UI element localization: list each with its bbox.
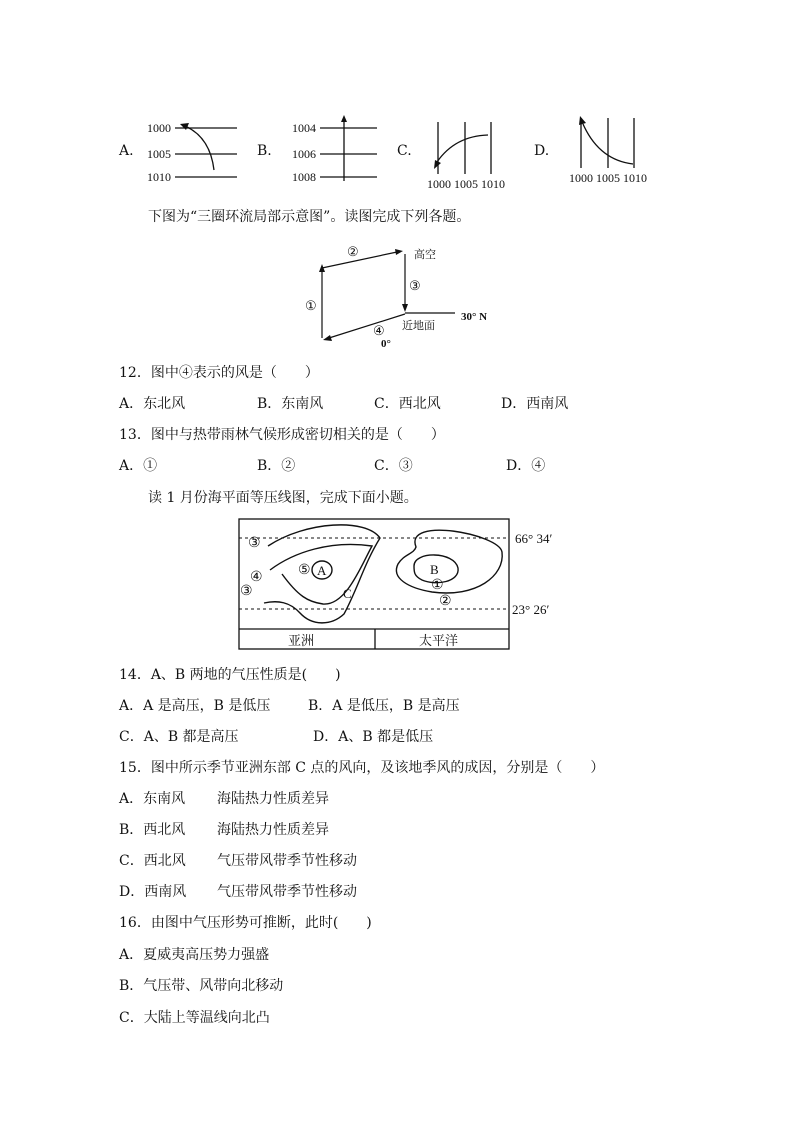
label-lat-30n: 30° N — [461, 311, 488, 323]
tick-label: 1000 — [569, 171, 593, 185]
arrow-4 — [329, 314, 405, 338]
q16-option-b: B．气压带、风带向北移动 — [119, 978, 284, 994]
tick-label: 1000 — [147, 121, 171, 135]
label-c4: ④ — [250, 570, 263, 585]
wind-arrow — [185, 126, 214, 170]
label-c1: ① — [431, 578, 444, 593]
arrow-head — [341, 115, 347, 122]
q14-option-a: A．A 是高压，B 是低压 — [119, 698, 271, 714]
q11-option-a-diagram — [140, 112, 250, 188]
q15-option-d-text: 气压带风带季节性移动 — [217, 884, 357, 900]
q16-stem: 16．由图中气压形势可推断，此时( ) — [119, 915, 372, 931]
q13-option-b: B．② — [257, 458, 296, 474]
arrow-head — [579, 116, 586, 125]
arrow-head — [180, 123, 189, 130]
tick-label: 1010 — [481, 177, 505, 191]
tick-label: 1008 — [292, 170, 316, 184]
arrow-head — [323, 335, 332, 341]
q15-option-c-text: 气压带风带季节性移动 — [217, 853, 357, 869]
q15-option-b-text: 海陆热力性质差异 — [217, 822, 329, 838]
label-c2: ② — [439, 594, 452, 609]
label-b: B — [430, 562, 439, 577]
label-c: C — [343, 586, 352, 601]
label-lat-0: 0° — [381, 338, 391, 350]
q15-option-b-label: B．西北风 — [119, 822, 186, 838]
q15-stem: 15．图中所示季节亚洲东部 C 点的风向，及该地季风的成因，分别是（ ） — [119, 760, 605, 776]
q12-option-a: A．东北风 — [119, 396, 186, 412]
label-1: ① — [305, 298, 317, 313]
q15-option-c-label: C．西北风 — [119, 853, 186, 869]
q16-option-c: C．大陆上等温线向北凸 — [119, 1010, 270, 1026]
label-asia: 亚洲 — [288, 633, 315, 648]
q13-stem: 13．图中与热带雨林气候形成密切相关的是（ ） — [119, 427, 445, 443]
label-high-air: 高空 — [414, 249, 436, 261]
q15-option-d-label: D．西南风 — [119, 884, 187, 900]
label-2: ② — [347, 244, 359, 259]
label-c5: ⑤ — [298, 563, 311, 578]
q15-option-a-text: 海陆热力性质差异 — [217, 791, 329, 807]
tick-label: 1010 — [623, 171, 647, 185]
wind-arrow — [437, 135, 488, 162]
q14-stem: 14．A、B 两地的气压性质是( ) — [119, 667, 341, 683]
arrow-2 — [322, 252, 397, 268]
label-lat-66: 66° 34′ — [515, 531, 553, 546]
label-3: ③ — [409, 278, 421, 293]
q14-option-d: D．A、B 都是低压 — [313, 729, 434, 745]
tick-label: 1006 — [292, 147, 316, 161]
q13-option-c: C．③ — [374, 458, 413, 474]
tick-label: 1005 — [454, 177, 478, 191]
circulation-diagram — [295, 240, 505, 350]
tick-label: 1005 — [596, 171, 620, 185]
tick-label: 1005 — [147, 147, 171, 161]
label-c3-top: ③ — [248, 536, 261, 551]
label-near-ground: 近地面 — [402, 320, 435, 332]
label-pacific: 太平洋 — [419, 633, 459, 648]
intro-circulation: 下图为“三圈环流局部示意图”。读图完成下列各题。 — [148, 209, 471, 225]
q11-option-c-diagram — [422, 112, 512, 194]
q13-option-d: D．④ — [506, 458, 546, 474]
q11-option-d-letter: D. — [534, 143, 550, 159]
label-4: ④ — [373, 323, 385, 338]
isobar-2 — [396, 530, 502, 593]
q14-option-b: B．A 是低压，B 是高压 — [308, 698, 460, 714]
intro-isobar: 读 1 月份海平面等压线图，完成下面小题。 — [148, 490, 418, 506]
arrow-head — [395, 249, 403, 255]
label-a: A — [317, 563, 327, 578]
tick-label: 1010 — [147, 170, 171, 184]
arrow-head — [402, 304, 408, 312]
q11-option-c-letter: C. — [397, 143, 412, 159]
label-lat-23: 23° 26′ — [512, 602, 550, 617]
q14-option-c: C．A、B 都是高压 — [119, 729, 239, 745]
q12-option-c: C．西北风 — [374, 396, 441, 412]
q11-option-b-diagram — [285, 112, 385, 188]
q12-option-d: D．西南风 — [501, 396, 569, 412]
tick-label: 1004 — [292, 121, 316, 135]
label-c3-bottom: ③ — [240, 584, 253, 599]
tick-label: 1000 — [427, 177, 451, 191]
q16-option-a: A．夏威夷高压势力强盛 — [119, 947, 270, 963]
q15-option-a-label: A．东南风 — [119, 791, 186, 807]
q11-option-a-letter: A. — [119, 143, 134, 159]
q13-option-a: A．① — [119, 458, 158, 474]
q12-option-b: B．东南风 — [257, 396, 324, 412]
q11-option-d-diagram — [565, 110, 655, 188]
q12-stem: 12．图中④表示的风是（ ） — [119, 365, 319, 381]
isobar-map — [236, 516, 566, 652]
q11-option-b-letter: B. — [257, 143, 272, 159]
